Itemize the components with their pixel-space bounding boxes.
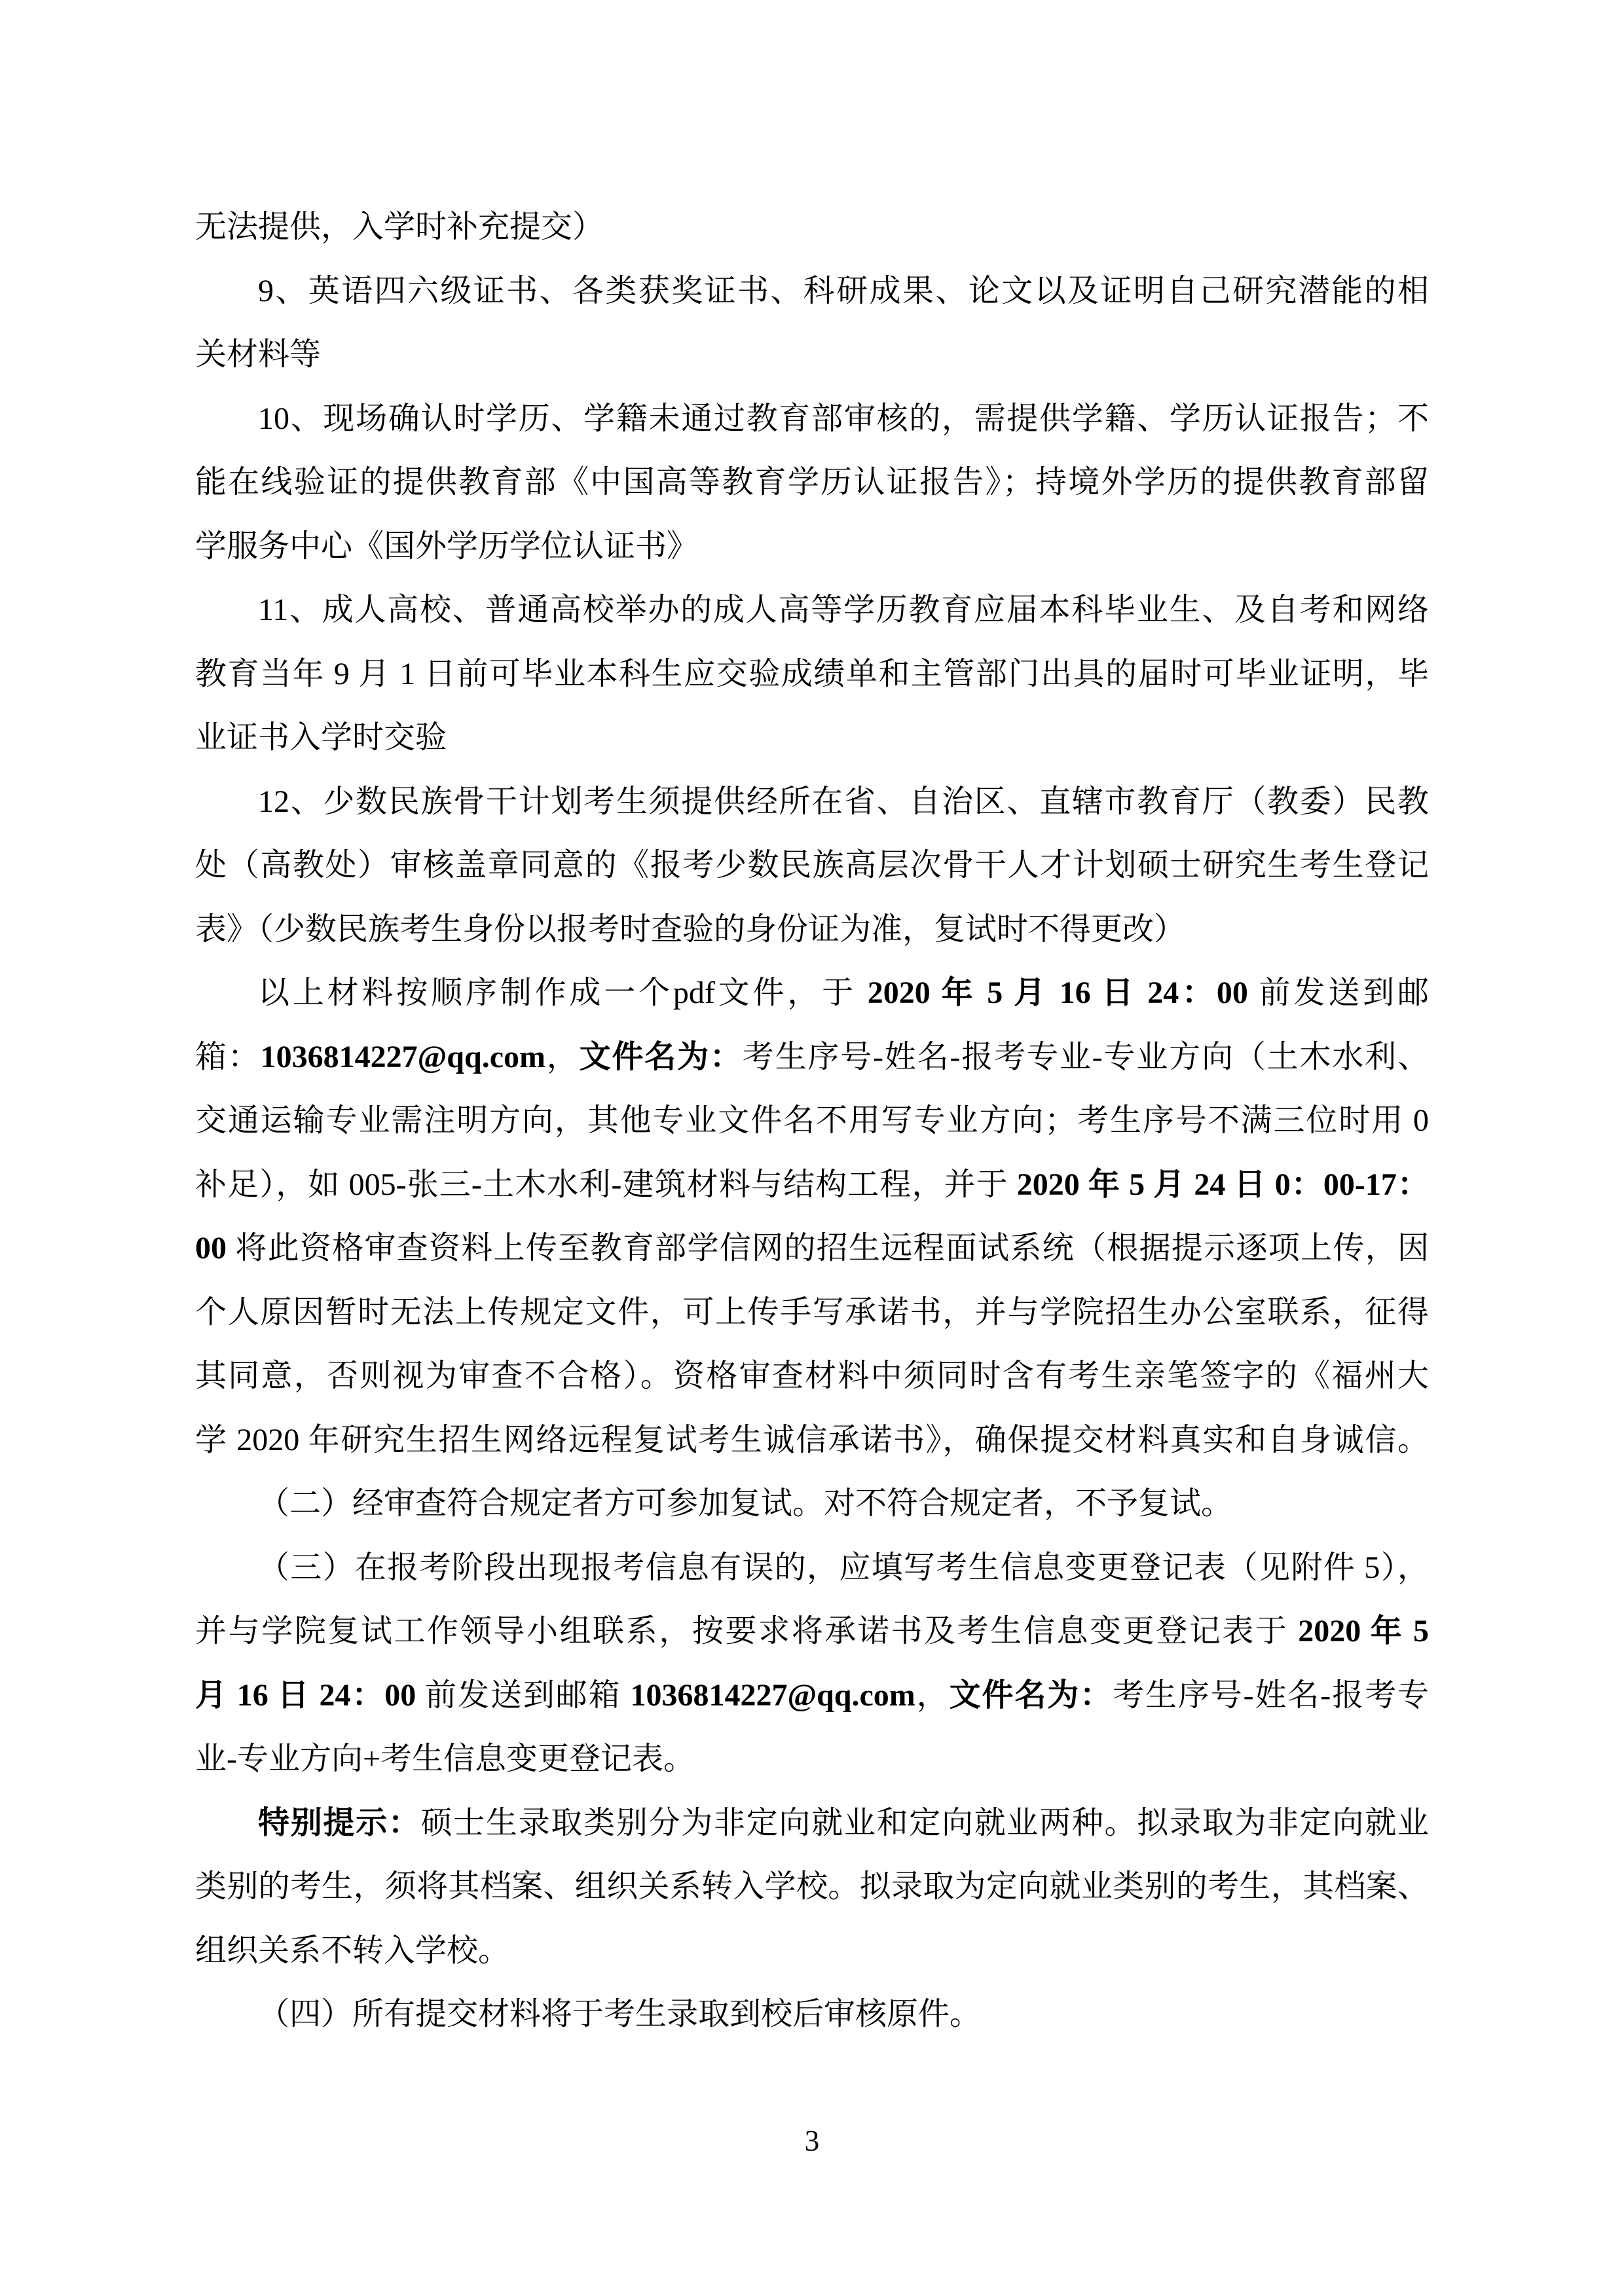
text-line [195,1153,1429,1217]
text-run: 9、英语四六级证书、各类获奖证书、科研成果、论文以及证明自己研究潜能的相 [258,273,1429,308]
text-line [195,1089,1429,1153]
paragraph [195,1472,1429,1536]
text-line [195,450,1429,515]
text-line [195,1982,1429,2047]
text-run: 无法提供，入学时补充提交） [195,210,604,244]
text-run: 类别的考生，须将其档案、组织关系转入学校。拟录取为定向就业类别的考生，其档案、 [195,1869,1429,1904]
text-run: 其同意，否则视为审查不合格）。资格审查材料中须同时含有考生亲笔签字的《福州大 [195,1358,1429,1393]
text-run: 交通运输专业需注明方向，其他专业文件名不用写专业方向；考生序号不满三位时用 0 [195,1103,1429,1138]
text-line [195,259,1429,323]
text-line [195,1216,1429,1281]
text-run: 组织关系不转入学校。 [195,1933,510,1968]
text-run: 并与学院复试工作领导小组联系，按要求将承诺书及考生信息变更登记表于 [195,1614,1299,1649]
text-run: 能在线验证的提供教育部《中国高等教育学历认证报告》；持境外学历的提供教育部留 [195,465,1429,500]
text-line [195,961,1429,1025]
text-line [195,1344,1429,1408]
text-line [195,1599,1429,1664]
text-line [195,195,1429,259]
text-run: 前发送到邮 [1247,975,1429,1010]
text-line [195,833,1429,898]
text-run: 12、少数民族骨干计划考生须提供经所在省、自治区、直辖市教育厅（教委）民教 [258,784,1429,819]
bold-text-run: 月 16 日 24：00 [195,1677,416,1713]
text-run: 个人原因暂时无法上传规定文件，可上传手写承诺书，并与学院招生办公室联系，征得 [195,1294,1429,1330]
text-run: 补足），如 005-张三-土木水利-建筑材料与结构工程，并于 [195,1167,1017,1202]
paragraph [195,1982,1429,2047]
text-run: 11、成人高校、普通高校举办的成人高等学历教育应届本科毕业生、及自考和网络 [258,592,1429,627]
bold-text-run: 1036814227@qq.com [630,1677,915,1713]
text-line [195,1791,1429,1855]
text-line [195,1855,1429,1919]
text-line [195,1919,1429,1983]
text-line [195,578,1429,642]
text-run: 学服务中心《国外学历学位认证书》 [195,528,699,564]
text-line [195,706,1429,770]
paragraph [195,195,1429,259]
text-line [195,1536,1429,1600]
text-run: ， [545,1039,580,1074]
bold-text-run: 特别提示： [258,1805,421,1840]
text-run: 业-专业方向+考生信息变更登记表。 [195,1741,695,1776]
text-line [195,1281,1429,1345]
paragraph [195,578,1429,770]
text-run: 前发送到邮箱 [416,1677,631,1713]
text-line [195,642,1429,706]
text-run: 以上材料按顺序制作成一个pdf文件，于 [258,975,868,1010]
paragraph [195,1536,1429,1791]
page-number: 3 [804,2124,820,2157]
text-line [195,1664,1429,1728]
text-run: （三）在报考阶段出现报考信息有误的，应填写考生信息变更登记表（见附件 5）， [258,1550,1429,1585]
text-run: 箱： [195,1039,261,1074]
text-line [195,387,1429,451]
bold-text-run: 2020 年 5 [1298,1614,1429,1649]
paragraph [195,259,1429,387]
text-run: 将此资格审查资料上传至教育部学信网的招生远程面试系统（根据提示逐项上传，因 [227,1231,1429,1266]
paragraph [195,387,1429,579]
text-run: ， [915,1677,950,1713]
document-text-block [195,195,1429,2047]
bold-text-run: 文件名为： [579,1039,743,1074]
text-line [195,1727,1429,1791]
text-run: 学 2020 年研究生招生网络远程复试考生诚信承诺书》，确保提交材料真实和自身诚信。 [195,1422,1429,1457]
bold-text-run: 00 [195,1231,227,1266]
bold-text-run: 2020 年 5 月 16 日 24：00 [867,975,1248,1010]
text-line [195,515,1429,579]
bold-text-run: 2020 年 5 月 24 日 0：00-17： [1016,1167,1429,1202]
text-run: 处（高教处）审核盖章同意的《报考少数民族高层次骨干人才计划硕士研究生考生登记 [195,848,1429,883]
paragraph [195,1791,1429,1983]
text-line [195,323,1429,387]
text-run: 业证书入学时交验 [195,720,447,755]
text-run: 10、现场确认时学历、学籍未通过教育部审核的，需提供学籍、学历认证报告；不 [258,401,1429,436]
bold-text-run: 文件名为： [949,1677,1113,1713]
text-run: （二）经审查符合规定者方可参加复试。对不符合规定者，不予复试。 [258,1486,1233,1521]
paragraph [195,961,1429,1472]
text-run: 硕士生录取类别分为非定向就业和定向就业两种。拟录取为非定向就业 [420,1805,1429,1840]
text-run: 考生序号-姓名-报考专 [1113,1677,1429,1713]
paragraph [195,770,1429,962]
text-line [195,1408,1429,1472]
text-line [195,1472,1429,1536]
bold-text-run: 1036814227@qq.com [260,1039,545,1074]
text-run: （四）所有提交材料将于考生录取到校后审核原件。 [258,1997,982,2032]
text-run: 表》（少数民族考生身份以报考时查验的身份证为准，复试时不得更改） [195,911,1186,947]
text-line [195,898,1429,962]
text-run: 关材料等 [195,337,322,372]
text-run: 教育当年 9 月 1 日前可毕业本科生应交验成绩单和主管部门出具的届时可毕业证明，毕 [195,656,1429,691]
text-run: 考生序号-姓名-报考专业-专业方向（土木水利、 [742,1039,1429,1074]
text-line [195,1025,1429,1089]
text-line [195,770,1429,834]
